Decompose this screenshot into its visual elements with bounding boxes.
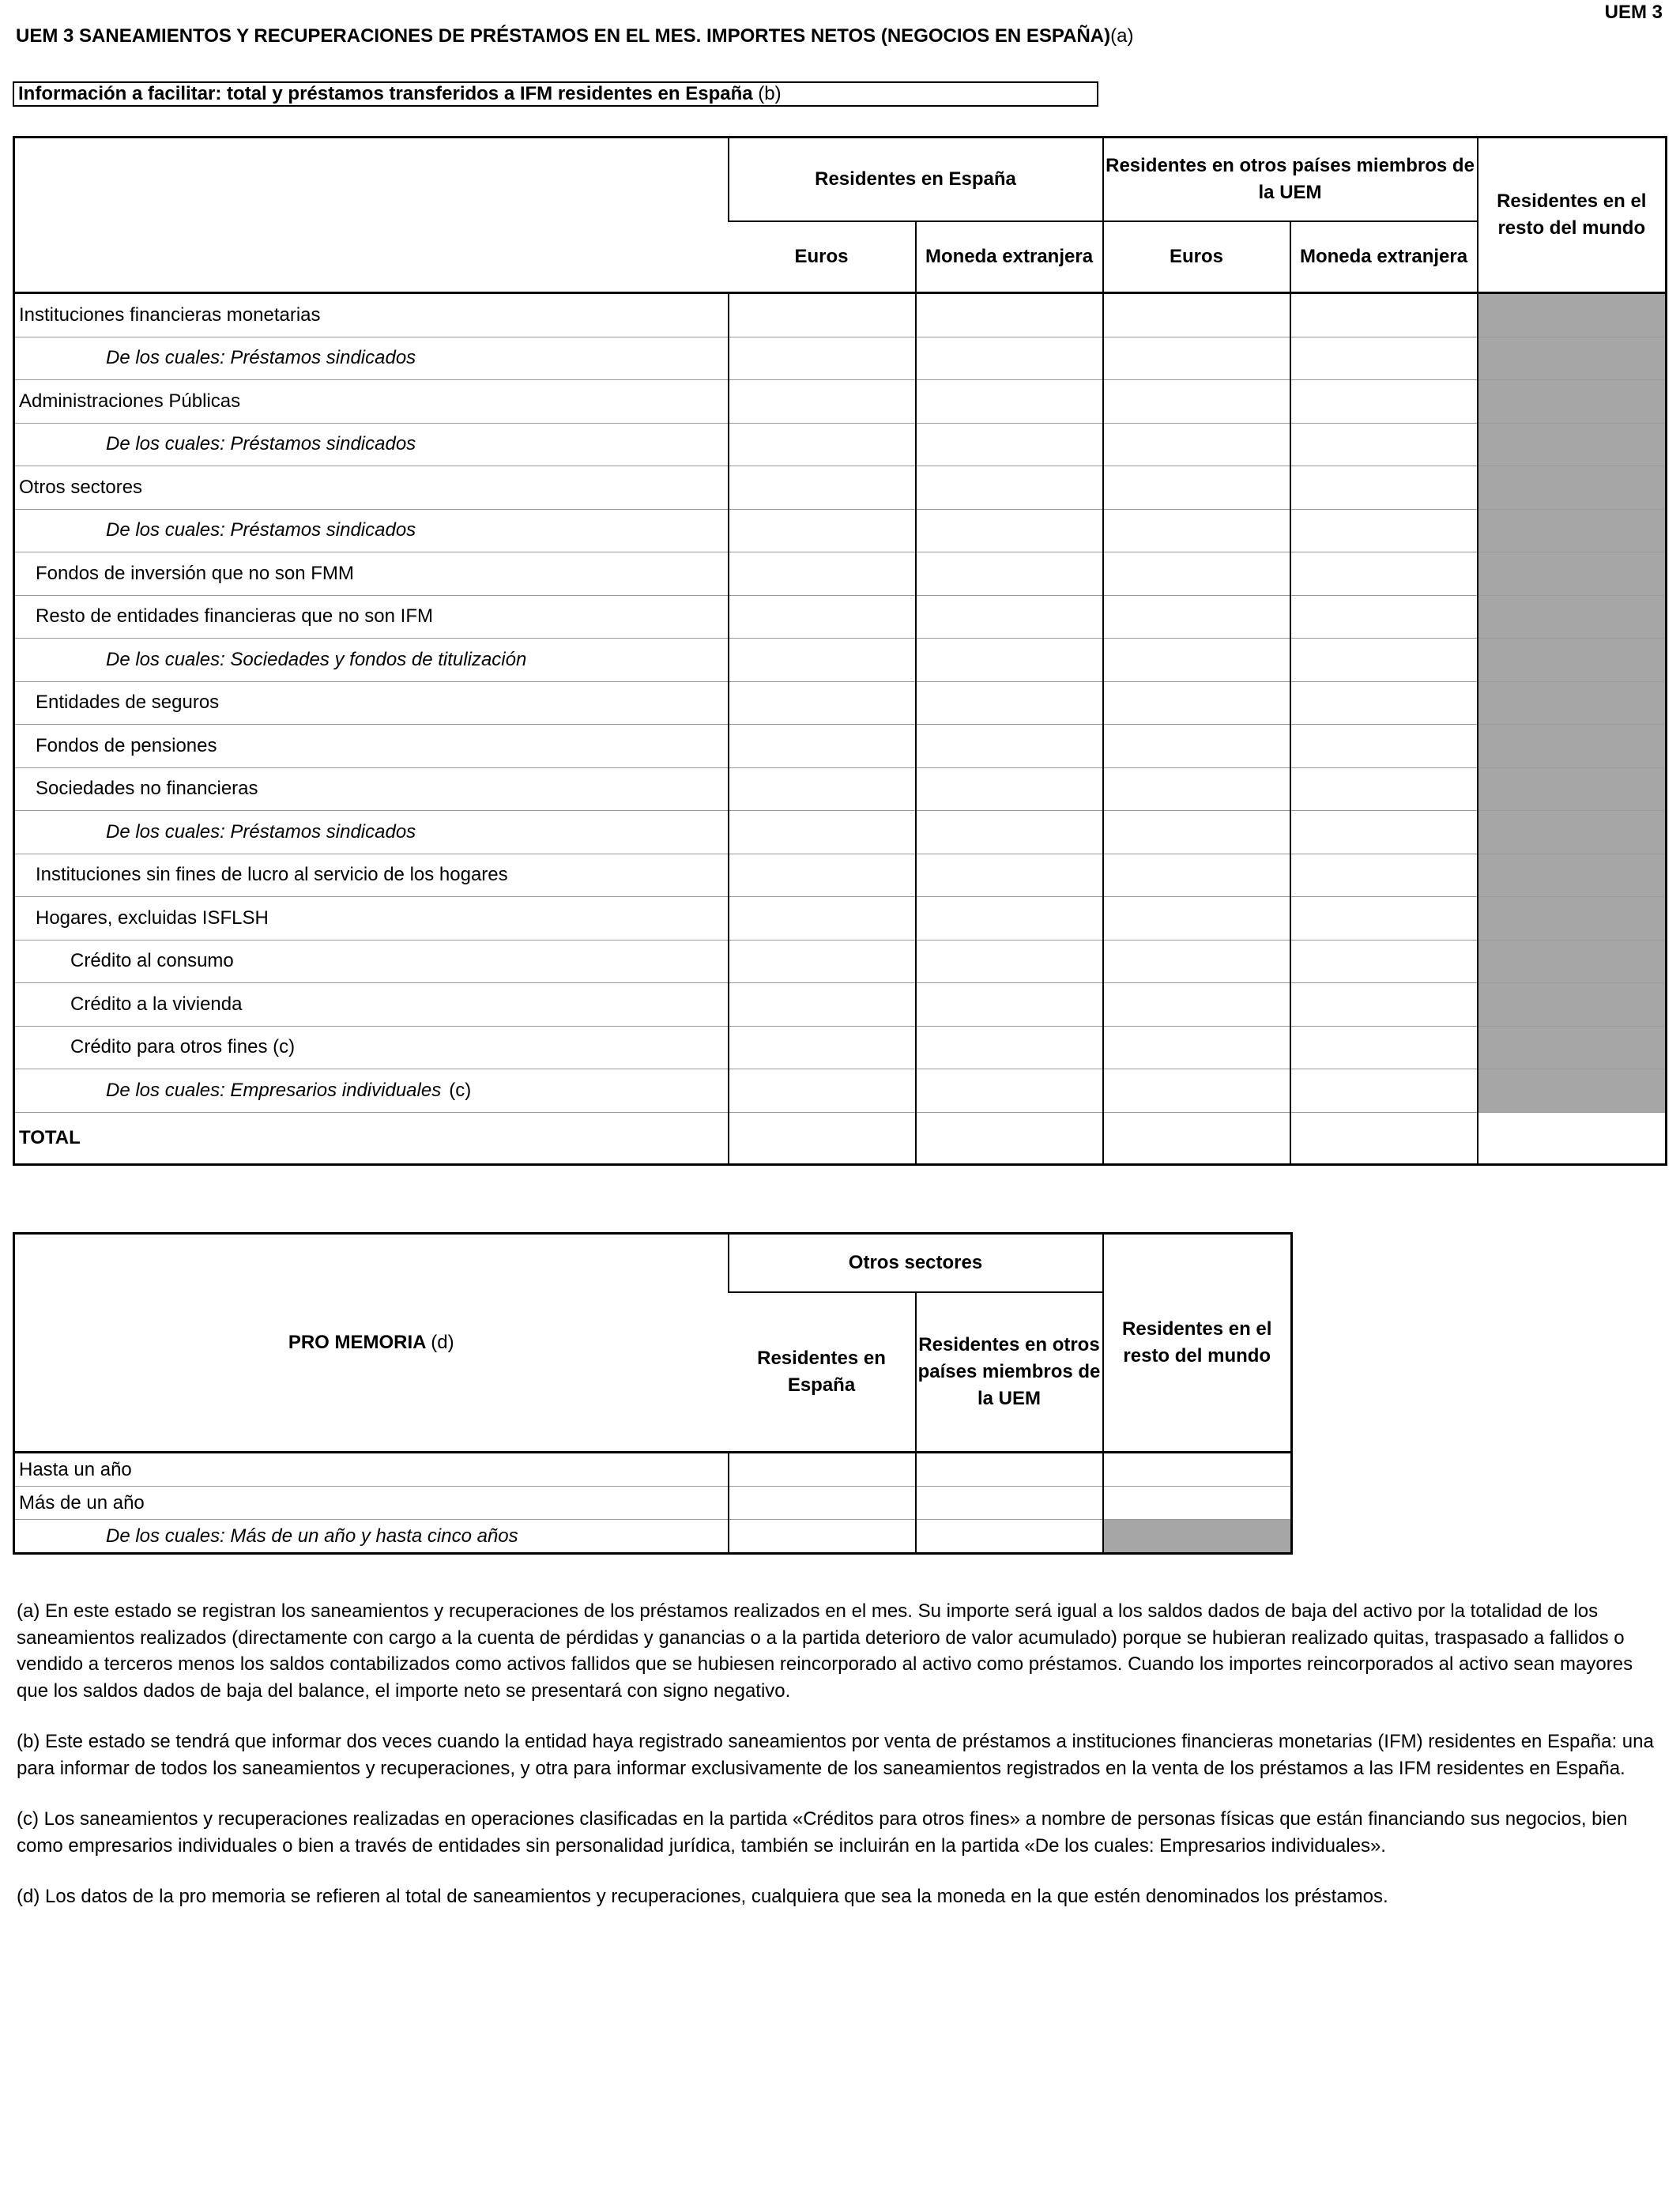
cell-rest-world-disabled	[1478, 552, 1667, 596]
table-row	[14, 509, 1667, 552]
cell-rest-world-disabled	[1478, 767, 1667, 811]
cell-uem-euros[interactable]	[1103, 639, 1290, 682]
memo-header-other-sectors: Otros sectores	[729, 1234, 1103, 1293]
cell-uem-euros[interactable]	[1103, 1026, 1290, 1069]
header-uem: Residentes en otros países miembros de la UEM	[1103, 138, 1478, 222]
title-note: (a)	[1110, 25, 1134, 47]
cell-rest-world-disabled	[1478, 466, 1667, 510]
cell-spain-foreign[interactable]	[916, 983, 1103, 1027]
row-label	[14, 940, 729, 983]
table-row	[14, 940, 1667, 983]
row-label-text: Crédito para otros fines (c)	[70, 1036, 296, 1058]
cell-uem-euros[interactable]	[1103, 854, 1290, 897]
cell-spain-euros[interactable]	[729, 595, 916, 639]
memo-cell-spain[interactable]	[729, 1487, 916, 1520]
main-table	[13, 136, 1667, 1166]
memo-row	[14, 1487, 1292, 1520]
cell-uem-euros[interactable]	[1103, 1069, 1290, 1113]
cell-spain-euros[interactable]	[729, 1026, 916, 1069]
row-label-text: De los cuales: Préstamos sindicados	[106, 820, 416, 843]
memo-label-text: PRO MEMORIA	[288, 1332, 426, 1353]
info-label: Información a facilitar: total y préstamos transferidos a IFM residentes en España	[18, 83, 753, 104]
header-uem-foreign: Moneda extranjera	[1290, 221, 1478, 293]
cell-rest-world-disabled	[1478, 509, 1667, 552]
row-label-text: Entidades de seguros	[36, 692, 220, 714]
cell-uem-euros[interactable]	[1103, 681, 1290, 725]
cell-uem-foreign[interactable]	[1290, 1069, 1478, 1113]
cell-spain-foreign[interactable]	[916, 897, 1103, 941]
footnote-c: (c) Los saneamientos y recuperaciones realizadas en operaciones clasificadas en la partida «Créditos para otros fines» a nombre de personas físicas que están financiando sus negocios, bien como empresarios individuales o bien a través de entidades sin personalidad jurídica, también se incluirán en la partida «De los cuales: Empresarios individuales».	[17, 1808, 1628, 1857]
cell-spain-euros[interactable]	[729, 293, 916, 337]
row-label	[14, 983, 729, 1027]
cell-uem-foreign[interactable]	[1290, 552, 1478, 596]
row-label-text: De los cuales: Préstamos sindicados	[106, 347, 416, 369]
cell-spain-euros[interactable]	[729, 725, 916, 768]
memo-row	[14, 1520, 1292, 1554]
cell-rest-world-disabled	[1478, 725, 1667, 768]
cell-spain-foreign[interactable]	[916, 767, 1103, 811]
memo-row-label: Hasta un año	[14, 1453, 729, 1487]
table-row	[14, 983, 1667, 1027]
cell-rest-world-disabled	[1478, 897, 1667, 941]
total-cell-spain-foreign[interactable]	[916, 1112, 1103, 1164]
info-box	[13, 81, 1098, 107]
row-label	[14, 767, 729, 811]
cell-spain-euros[interactable]	[729, 509, 916, 552]
cell-spain-euros[interactable]	[729, 767, 916, 811]
cell-spain-euros[interactable]	[729, 639, 916, 682]
cell-rest-world-disabled	[1478, 811, 1667, 854]
cell-uem-foreign[interactable]	[1290, 767, 1478, 811]
memo-header-rest-world: Residentes en el resto del mundo	[1103, 1234, 1292, 1453]
cell-spain-euros[interactable]	[729, 1069, 916, 1113]
cell-rest-world-disabled	[1478, 639, 1667, 682]
row-label-text: Otros sectores	[19, 476, 143, 498]
memo-cell-uem[interactable]	[916, 1520, 1103, 1554]
cell-uem-foreign[interactable]	[1290, 423, 1478, 466]
row-label-text: De los cuales: Préstamos sindicados	[106, 433, 416, 455]
cell-uem-foreign[interactable]	[1290, 940, 1478, 983]
total-row	[14, 1112, 1667, 1164]
row-label	[14, 681, 729, 725]
cell-uem-euros[interactable]	[1103, 595, 1290, 639]
header-blank	[14, 138, 729, 293]
cell-uem-euros[interactable]	[1103, 940, 1290, 983]
row-label	[14, 725, 729, 768]
row-label-text: Fondos de inversión que no son FMM	[36, 562, 354, 584]
total-cell-uem-foreign[interactable]	[1290, 1112, 1478, 1164]
cell-spain-euros[interactable]	[729, 423, 916, 466]
table-row	[14, 639, 1667, 682]
form-code: UEM 3	[1604, 2, 1663, 23]
cell-uem-euros[interactable]	[1103, 983, 1290, 1027]
cell-uem-foreign[interactable]	[1290, 337, 1478, 380]
cell-spain-foreign[interactable]	[916, 681, 1103, 725]
row-label-note: (c)	[449, 1079, 472, 1101]
cell-spain-foreign[interactable]	[916, 466, 1103, 510]
header-spain-euros: Euros	[729, 221, 916, 293]
total-cell-spain-euros[interactable]	[729, 1112, 916, 1164]
page-title-text: UEM 3 SANEAMIENTOS Y RECUPERACIONES DE PRÉSTAMOS EN EL MES. IMPORTES NETOS (NEGOCIOS EN ESPAÑA)	[16, 25, 1111, 47]
memo-row-label: De los cuales: Más de un año y hasta cinco años	[14, 1520, 729, 1554]
row-label-text: Hogares, excluidas ISFLSH	[36, 907, 269, 929]
memo-row	[14, 1453, 1292, 1487]
table-row	[14, 1026, 1667, 1069]
cell-spain-euros[interactable]	[729, 940, 916, 983]
page-title	[16, 25, 1133, 47]
table-row	[14, 337, 1667, 380]
cell-uem-foreign[interactable]	[1290, 293, 1478, 337]
cell-spain-euros[interactable]	[729, 983, 916, 1027]
row-label	[14, 1026, 729, 1069]
cell-rest-world-disabled	[1478, 293, 1667, 337]
memo-cell-rest-world[interactable]	[1103, 1453, 1292, 1487]
footnote-d: (d) Los datos de la pro memoria se refieren al total de saneamientos y recuperaciones, cualquiera que sea la moneda en la que estén denominados los préstamos.	[17, 1886, 1388, 1907]
footnotes	[17, 1598, 1660, 1935]
header-uem-euros: Euros	[1103, 221, 1290, 293]
footnote-b: (b) Este estado se tendrá que informar dos veces cuando la entidad haya registrado saneamientos por venta de préstamos a instituciones financieras monetarias (IFM) residentes en España: una para informar de todos los saneamientos y recuperaciones, y otra para informar exclusivamente de los saneamientos registrados en la venta de los préstamos a las IFM residentes en España.	[17, 1731, 1654, 1779]
row-label-text: Crédito a la vivienda	[70, 993, 243, 1015]
cell-rest-world-disabled	[1478, 983, 1667, 1027]
row-label-text: Fondos de pensiones	[36, 734, 217, 756]
row-label-text: Sociedades no financieras	[36, 778, 258, 800]
header-spain: Residentes en España	[729, 138, 1103, 222]
row-label	[14, 854, 729, 897]
table-row	[14, 1069, 1667, 1113]
memo-cell-spain[interactable]	[729, 1520, 916, 1554]
memo-row-label: Más de un año	[14, 1487, 729, 1520]
cell-spain-foreign[interactable]	[916, 1026, 1103, 1069]
table-row	[14, 854, 1667, 897]
memo-label-note: (d)	[431, 1332, 454, 1353]
cell-spain-foreign[interactable]	[916, 293, 1103, 337]
table-row	[14, 681, 1667, 725]
cell-uem-euros[interactable]	[1103, 293, 1290, 337]
cell-uem-euros[interactable]	[1103, 337, 1290, 380]
cell-spain-foreign[interactable]	[916, 1069, 1103, 1113]
cell-spain-euros[interactable]	[729, 552, 916, 596]
row-label	[14, 1069, 729, 1113]
cell-uem-foreign[interactable]	[1290, 681, 1478, 725]
header-row-groups	[14, 138, 1667, 222]
cell-uem-foreign[interactable]	[1290, 466, 1478, 510]
cell-rest-world-disabled	[1478, 681, 1667, 725]
cell-rest-world-disabled	[1478, 423, 1667, 466]
row-label	[14, 337, 729, 380]
cell-uem-foreign[interactable]	[1290, 811, 1478, 854]
cell-rest-world-disabled	[1478, 337, 1667, 380]
row-label	[14, 595, 729, 639]
cell-uem-euros[interactable]	[1103, 767, 1290, 811]
cell-uem-euros[interactable]	[1103, 552, 1290, 596]
cell-spain-foreign[interactable]	[916, 811, 1103, 854]
header-spain-foreign: Moneda extranjera	[916, 221, 1103, 293]
cell-spain-euros[interactable]	[729, 466, 916, 510]
footnote-a: (a) En este estado se registran los saneamientos y recuperaciones de los préstamos realizados en el mes. Su importe será igual a los saldos dados de baja del activo por la totalidad de los saneamientos realizados (directamente con cargo a la cuenta de pérdidas y ganancias o a la partida deterioro de valor acumulado) porque se hubieran realizado quitas, traspasado a fallidos o vendido a terceros menos los saldos contabilizados como activos fallidos que se hubiesen reincorporado al activo como préstamos. Cuando los importes reincorporados al activo sean mayores que los saldos dados de baja del balance, el importe neto se presentará con signo negativo.	[17, 1600, 1633, 1702]
cell-spain-foreign[interactable]	[916, 552, 1103, 596]
total-cell-rest-world[interactable]	[1478, 1112, 1667, 1164]
memo-cell-spain[interactable]	[729, 1453, 916, 1487]
table-row	[14, 380, 1667, 424]
cell-rest-world-disabled	[1478, 595, 1667, 639]
cell-spain-foreign[interactable]	[916, 639, 1103, 682]
cell-spain-foreign[interactable]	[916, 854, 1103, 897]
cell-spain-euros[interactable]	[729, 380, 916, 424]
row-label-text: De los cuales: Préstamos sindicados	[106, 519, 416, 541]
cell-uem-foreign[interactable]	[1290, 380, 1478, 424]
table-row	[14, 552, 1667, 596]
cell-uem-euros[interactable]	[1103, 380, 1290, 424]
header-rest-world: Residentes en el resto del mundo	[1478, 138, 1667, 293]
row-label-text: Instituciones sin fines de lucro al servicio de los hogares	[36, 864, 508, 886]
cell-spain-euros[interactable]	[729, 811, 916, 854]
cell-spain-foreign[interactable]	[916, 423, 1103, 466]
cell-spain-foreign[interactable]	[916, 337, 1103, 380]
row-label	[14, 509, 729, 552]
cell-uem-foreign[interactable]	[1290, 854, 1478, 897]
table-row	[14, 767, 1667, 811]
row-label-text: De los cuales: Sociedades y fondos de titulización	[106, 648, 527, 670]
row-label-text: Crédito al consumo	[70, 950, 234, 972]
table-row	[14, 293, 1667, 337]
cell-spain-foreign[interactable]	[916, 380, 1103, 424]
table-row	[14, 423, 1667, 466]
memo-header-uem: Residentes en otros países miembros de la UEM	[916, 1292, 1103, 1453]
cell-uem-foreign[interactable]	[1290, 1026, 1478, 1069]
memo-cell-uem[interactable]	[916, 1487, 1103, 1520]
cell-uem-euros[interactable]	[1103, 725, 1290, 768]
memo-table	[13, 1232, 1293, 1555]
row-label-text: Administraciones Públicas	[19, 390, 241, 412]
table-row	[14, 811, 1667, 854]
memo-cell-rest-world[interactable]	[1103, 1487, 1292, 1520]
row-label	[14, 897, 729, 941]
memo-label	[14, 1234, 729, 1453]
cell-rest-world-disabled	[1478, 380, 1667, 424]
cell-spain-euros[interactable]	[729, 681, 916, 725]
cell-uem-euros[interactable]	[1103, 897, 1290, 941]
memo-header-row-group	[14, 1234, 1292, 1293]
row-label-text: De los cuales: Empresarios individuales	[106, 1079, 442, 1101]
table-row	[14, 466, 1667, 510]
cell-uem-foreign[interactable]	[1290, 639, 1478, 682]
row-label	[14, 466, 729, 510]
total-label: TOTAL	[14, 1112, 729, 1164]
cell-rest-world-disabled	[1478, 854, 1667, 897]
cell-rest-world-disabled	[1478, 940, 1667, 983]
total-cell-uem-euros[interactable]	[1103, 1112, 1290, 1164]
table-row	[14, 897, 1667, 941]
row-label	[14, 423, 729, 466]
cell-uem-euros[interactable]	[1103, 811, 1290, 854]
cell-rest-world-disabled	[1478, 1069, 1667, 1113]
cell-uem-foreign[interactable]	[1290, 983, 1478, 1027]
cell-spain-euros[interactable]	[729, 897, 916, 941]
cell-uem-foreign[interactable]	[1290, 509, 1478, 552]
cell-uem-euros[interactable]	[1103, 423, 1290, 466]
table-row	[14, 725, 1667, 768]
row-label	[14, 293, 729, 337]
cell-spain-foreign[interactable]	[916, 509, 1103, 552]
row-label	[14, 552, 729, 596]
cell-uem-foreign[interactable]	[1290, 897, 1478, 941]
cell-spain-foreign[interactable]	[916, 725, 1103, 768]
row-label-text: Resto de entidades financieras que no son IFM	[36, 605, 433, 628]
memo-header-spain: Residentes en España	[729, 1292, 916, 1453]
cell-spain-foreign[interactable]	[916, 940, 1103, 983]
cell-spain-foreign[interactable]	[916, 595, 1103, 639]
row-label	[14, 380, 729, 424]
memo-cell-rest-world-disabled	[1103, 1520, 1292, 1554]
table-row	[14, 595, 1667, 639]
cell-uem-foreign[interactable]	[1290, 595, 1478, 639]
row-label	[14, 639, 729, 682]
cell-spain-euros[interactable]	[729, 854, 916, 897]
cell-uem-foreign[interactable]	[1290, 725, 1478, 768]
info-note: (b)	[758, 83, 782, 104]
cell-rest-world-disabled	[1478, 1026, 1667, 1069]
cell-uem-euros[interactable]	[1103, 466, 1290, 510]
memo-cell-uem[interactable]	[916, 1453, 1103, 1487]
row-label	[14, 811, 729, 854]
cell-uem-euros[interactable]	[1103, 509, 1290, 552]
row-label-text: Instituciones financieras monetarias	[19, 303, 321, 326]
cell-spain-euros[interactable]	[729, 337, 916, 380]
